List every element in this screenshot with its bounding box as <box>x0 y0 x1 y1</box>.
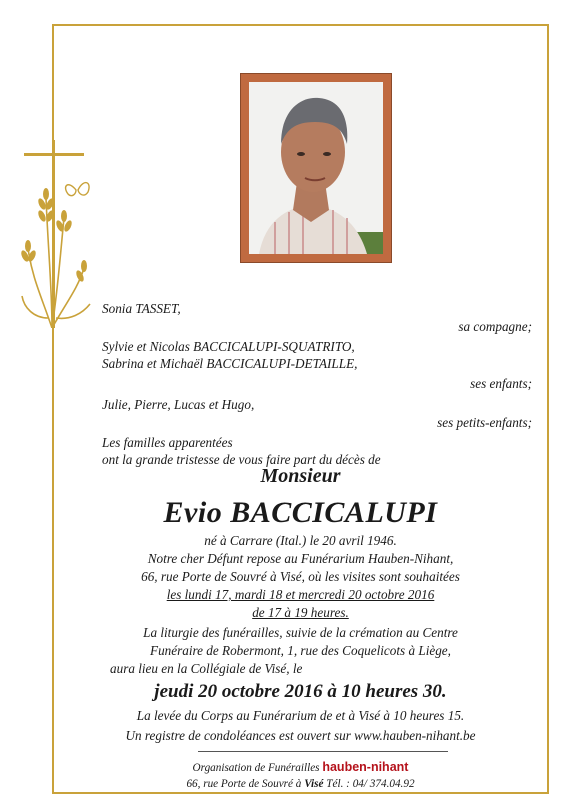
footer-phone: Tél. : 04/ 374.04.92 <box>326 778 415 790</box>
footer-address <box>52 776 549 793</box>
footer-address-prefix: 66, rue Porte de Souvré à <box>186 778 302 790</box>
partner-role: sa compagne; <box>458 319 532 334</box>
cross-bar <box>24 153 84 156</box>
rest-location-line-1: Notre cher Défunt repose au Funérarium Hauben-Nihant, <box>147 551 454 566</box>
liturgy-line-1: La liturgie des funérailles, suivie de la crémation au Centre <box>143 625 458 640</box>
visit-hours: de 17 à 19 heures. <box>252 605 349 620</box>
children-role: ses enfants; <box>470 376 532 391</box>
levee-info: La levée du Corps au Funérarium de et à Visé à 10 heures 15. <box>136 708 465 723</box>
deceased-name: Evio BACCICALUPI <box>163 496 438 529</box>
rest-location-line-2: 66, rue Porte de Souvré à Visé, où les visites sont souhaitées <box>141 569 460 584</box>
deceased-title: Monsieur <box>260 465 341 487</box>
portrait-frame <box>241 74 391 262</box>
visit-dates: les lundi 17, mardi 18 et mercredi 20 octobre 2016 <box>166 587 435 602</box>
children-line-1: Sylvie et Nicolas BACCICALUPI-SQUATRITO, <box>102 339 355 354</box>
condolence-registry: Un registre de condoléances est ouvert sur www.hauben-nihant.be <box>125 728 476 743</box>
brand-logo: hauben-nihant <box>322 760 409 774</box>
partner-name: Sonia TASSET, <box>102 301 181 316</box>
footer-organisation <box>52 759 549 777</box>
wheat-butterfly-icon <box>18 168 98 328</box>
grandchildren-role: ses petits-enfants; <box>437 415 532 430</box>
footer-org-prefix: Organisation de Funérailles <box>192 762 320 774</box>
relatives-line-1: Les familles apparentées <box>102 435 233 450</box>
grandchildren: Julie, Pierre, Lucas et Hugo, <box>102 397 255 412</box>
liturgy-line-3: aura lieu en la Collégiale de Visé, le <box>110 661 303 676</box>
funeral-datetime: jeudi 20 octobre 2016 à 10 heures 30. <box>154 681 447 702</box>
footer-divider <box>198 751 448 752</box>
relatives-line-2: ont la grande tristesse de vous faire part du décès de <box>102 452 381 467</box>
footer-city: Visé <box>304 778 324 790</box>
birth-info: né à Carrare (Ital.) le 20 avril 1946. <box>204 533 397 548</box>
children-line-2: Sabrina et Michaël BACCICALUPI-DETAILLE, <box>102 356 358 371</box>
liturgy-line-2: Funéraire de Robermont, 1, rue des Coquelicots à Liège, <box>150 643 451 658</box>
portrait-photo <box>249 82 383 254</box>
